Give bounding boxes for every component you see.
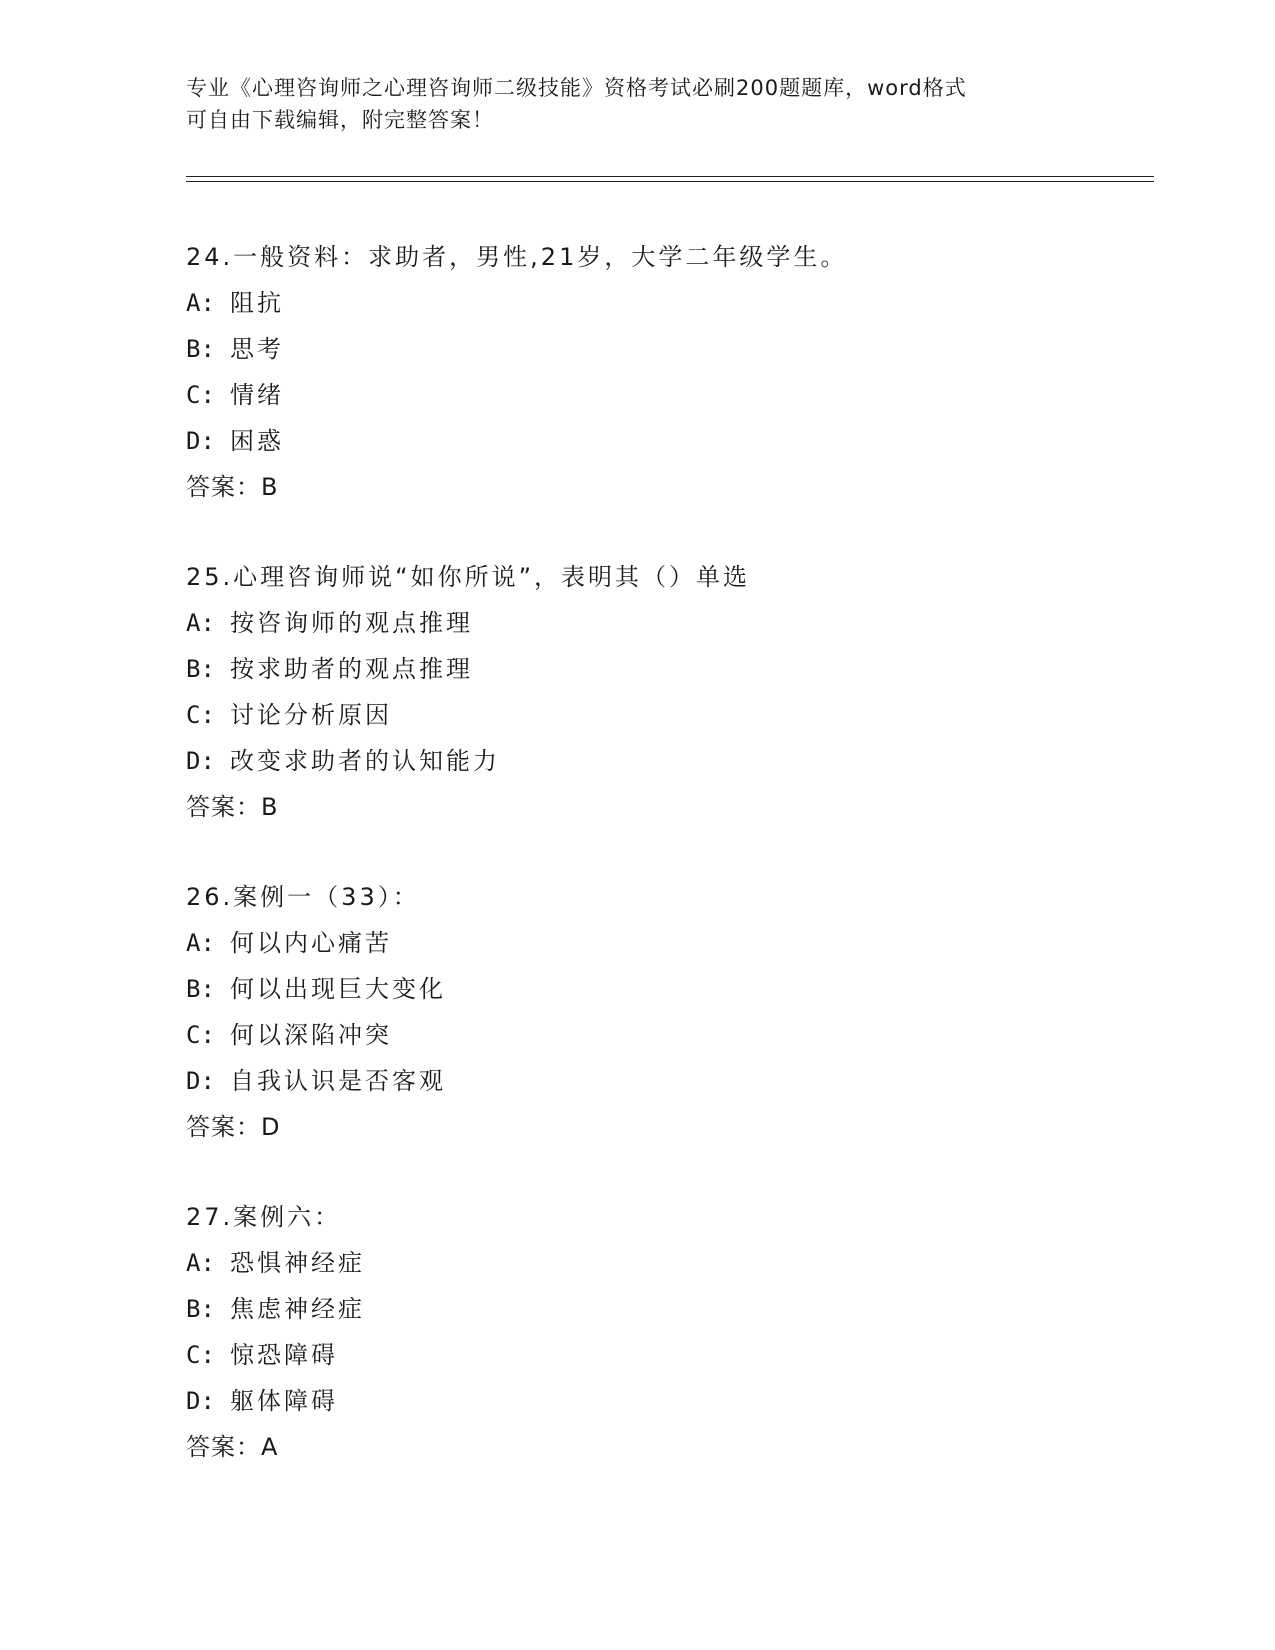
option-c [186, 372, 1146, 418]
option-letter: B: [186, 1295, 215, 1323]
option-letter: D: [186, 1067, 215, 1095]
option-letter: D: [186, 427, 215, 455]
document-header [186, 72, 1086, 136]
question-25 [186, 554, 1146, 830]
answer-label: 答案：D [186, 1113, 281, 1141]
question-number: 27. [186, 1203, 234, 1231]
answer-label: 答案：A [186, 1433, 279, 1461]
option-text: 改变求助者的认知能力 [230, 747, 500, 775]
option-text: 按咨询师的观点推理 [230, 609, 473, 637]
question-number: 25. [186, 563, 234, 591]
option-b [186, 326, 1146, 372]
option-d [186, 1378, 1146, 1424]
option-letter: C: [186, 1021, 215, 1049]
question-26 [186, 874, 1146, 1150]
option-letter: C: [186, 1341, 215, 1369]
option-letter: D: [186, 1387, 215, 1415]
question-text: 心理咨询师说“如你所说”，表明其（）单选 [233, 563, 751, 591]
option-text: 情绪 [230, 381, 284, 409]
option-text: 躯体障碍 [230, 1387, 338, 1415]
header-divider-top [186, 176, 1154, 177]
option-b [186, 1286, 1146, 1332]
option-text: 自我认识是否客观 [230, 1067, 446, 1095]
option-text: 讨论分析原因 [230, 701, 392, 729]
option-a [186, 920, 1146, 966]
question-27 [186, 1194, 1146, 1470]
option-text: 惊恐障碍 [230, 1341, 338, 1369]
header-divider-bottom [186, 181, 1154, 182]
option-list [186, 1240, 1146, 1424]
question-stem [186, 554, 1146, 600]
option-list [186, 920, 1146, 1104]
option-d [186, 418, 1146, 464]
question-text: 案例六： [233, 1203, 342, 1231]
question-text: 一般资料：求助者，男性,21岁，大学二年级学生。 [233, 243, 848, 271]
answer-label: 答案：B [186, 793, 279, 821]
option-text: 何以深陷冲突 [230, 1021, 392, 1049]
option-d [186, 738, 1146, 784]
header-line-2: 可自由下载编辑，附完整答案！ [186, 108, 494, 132]
option-letter: C: [186, 381, 215, 409]
question-text: 案例一（33）： [233, 883, 420, 911]
option-text: 思考 [230, 335, 284, 363]
option-b [186, 646, 1146, 692]
option-list [186, 600, 1146, 784]
option-a [186, 280, 1146, 326]
option-list [186, 280, 1146, 464]
option-d [186, 1058, 1146, 1104]
option-text: 困惑 [230, 427, 284, 455]
option-letter: C: [186, 701, 215, 729]
question-stem [186, 874, 1146, 920]
option-letter: B: [186, 335, 215, 363]
option-a [186, 1240, 1146, 1286]
option-text: 阻抗 [230, 289, 284, 317]
question-stem [186, 1194, 1146, 1240]
option-c [186, 1012, 1146, 1058]
question-number: 24. [186, 243, 234, 271]
option-b [186, 966, 1146, 1012]
option-letter: A: [186, 929, 215, 957]
option-text: 何以内心痛苦 [230, 929, 392, 957]
option-text: 按求助者的观点推理 [230, 655, 473, 683]
option-letter: D: [186, 747, 215, 775]
option-letter: B: [186, 655, 215, 683]
option-text: 何以出现巨大变化 [230, 975, 446, 1003]
question-stem [186, 234, 1146, 280]
answer-label: 答案：B [186, 473, 279, 501]
header-line-1: 专业《心理咨询师之心理咨询师二级技能》资格考试必刷200题题库，word格式 [186, 76, 967, 100]
option-letter: A: [186, 609, 215, 637]
option-letter: A: [186, 289, 215, 317]
option-text: 焦虑神经症 [230, 1295, 365, 1323]
option-c [186, 692, 1146, 738]
option-a [186, 600, 1146, 646]
option-letter: B: [186, 975, 215, 1003]
option-text: 恐惧神经症 [230, 1249, 365, 1277]
question-number: 26. [186, 883, 234, 911]
option-c [186, 1332, 1146, 1378]
question-24 [186, 234, 1146, 510]
option-letter: A: [186, 1249, 215, 1277]
